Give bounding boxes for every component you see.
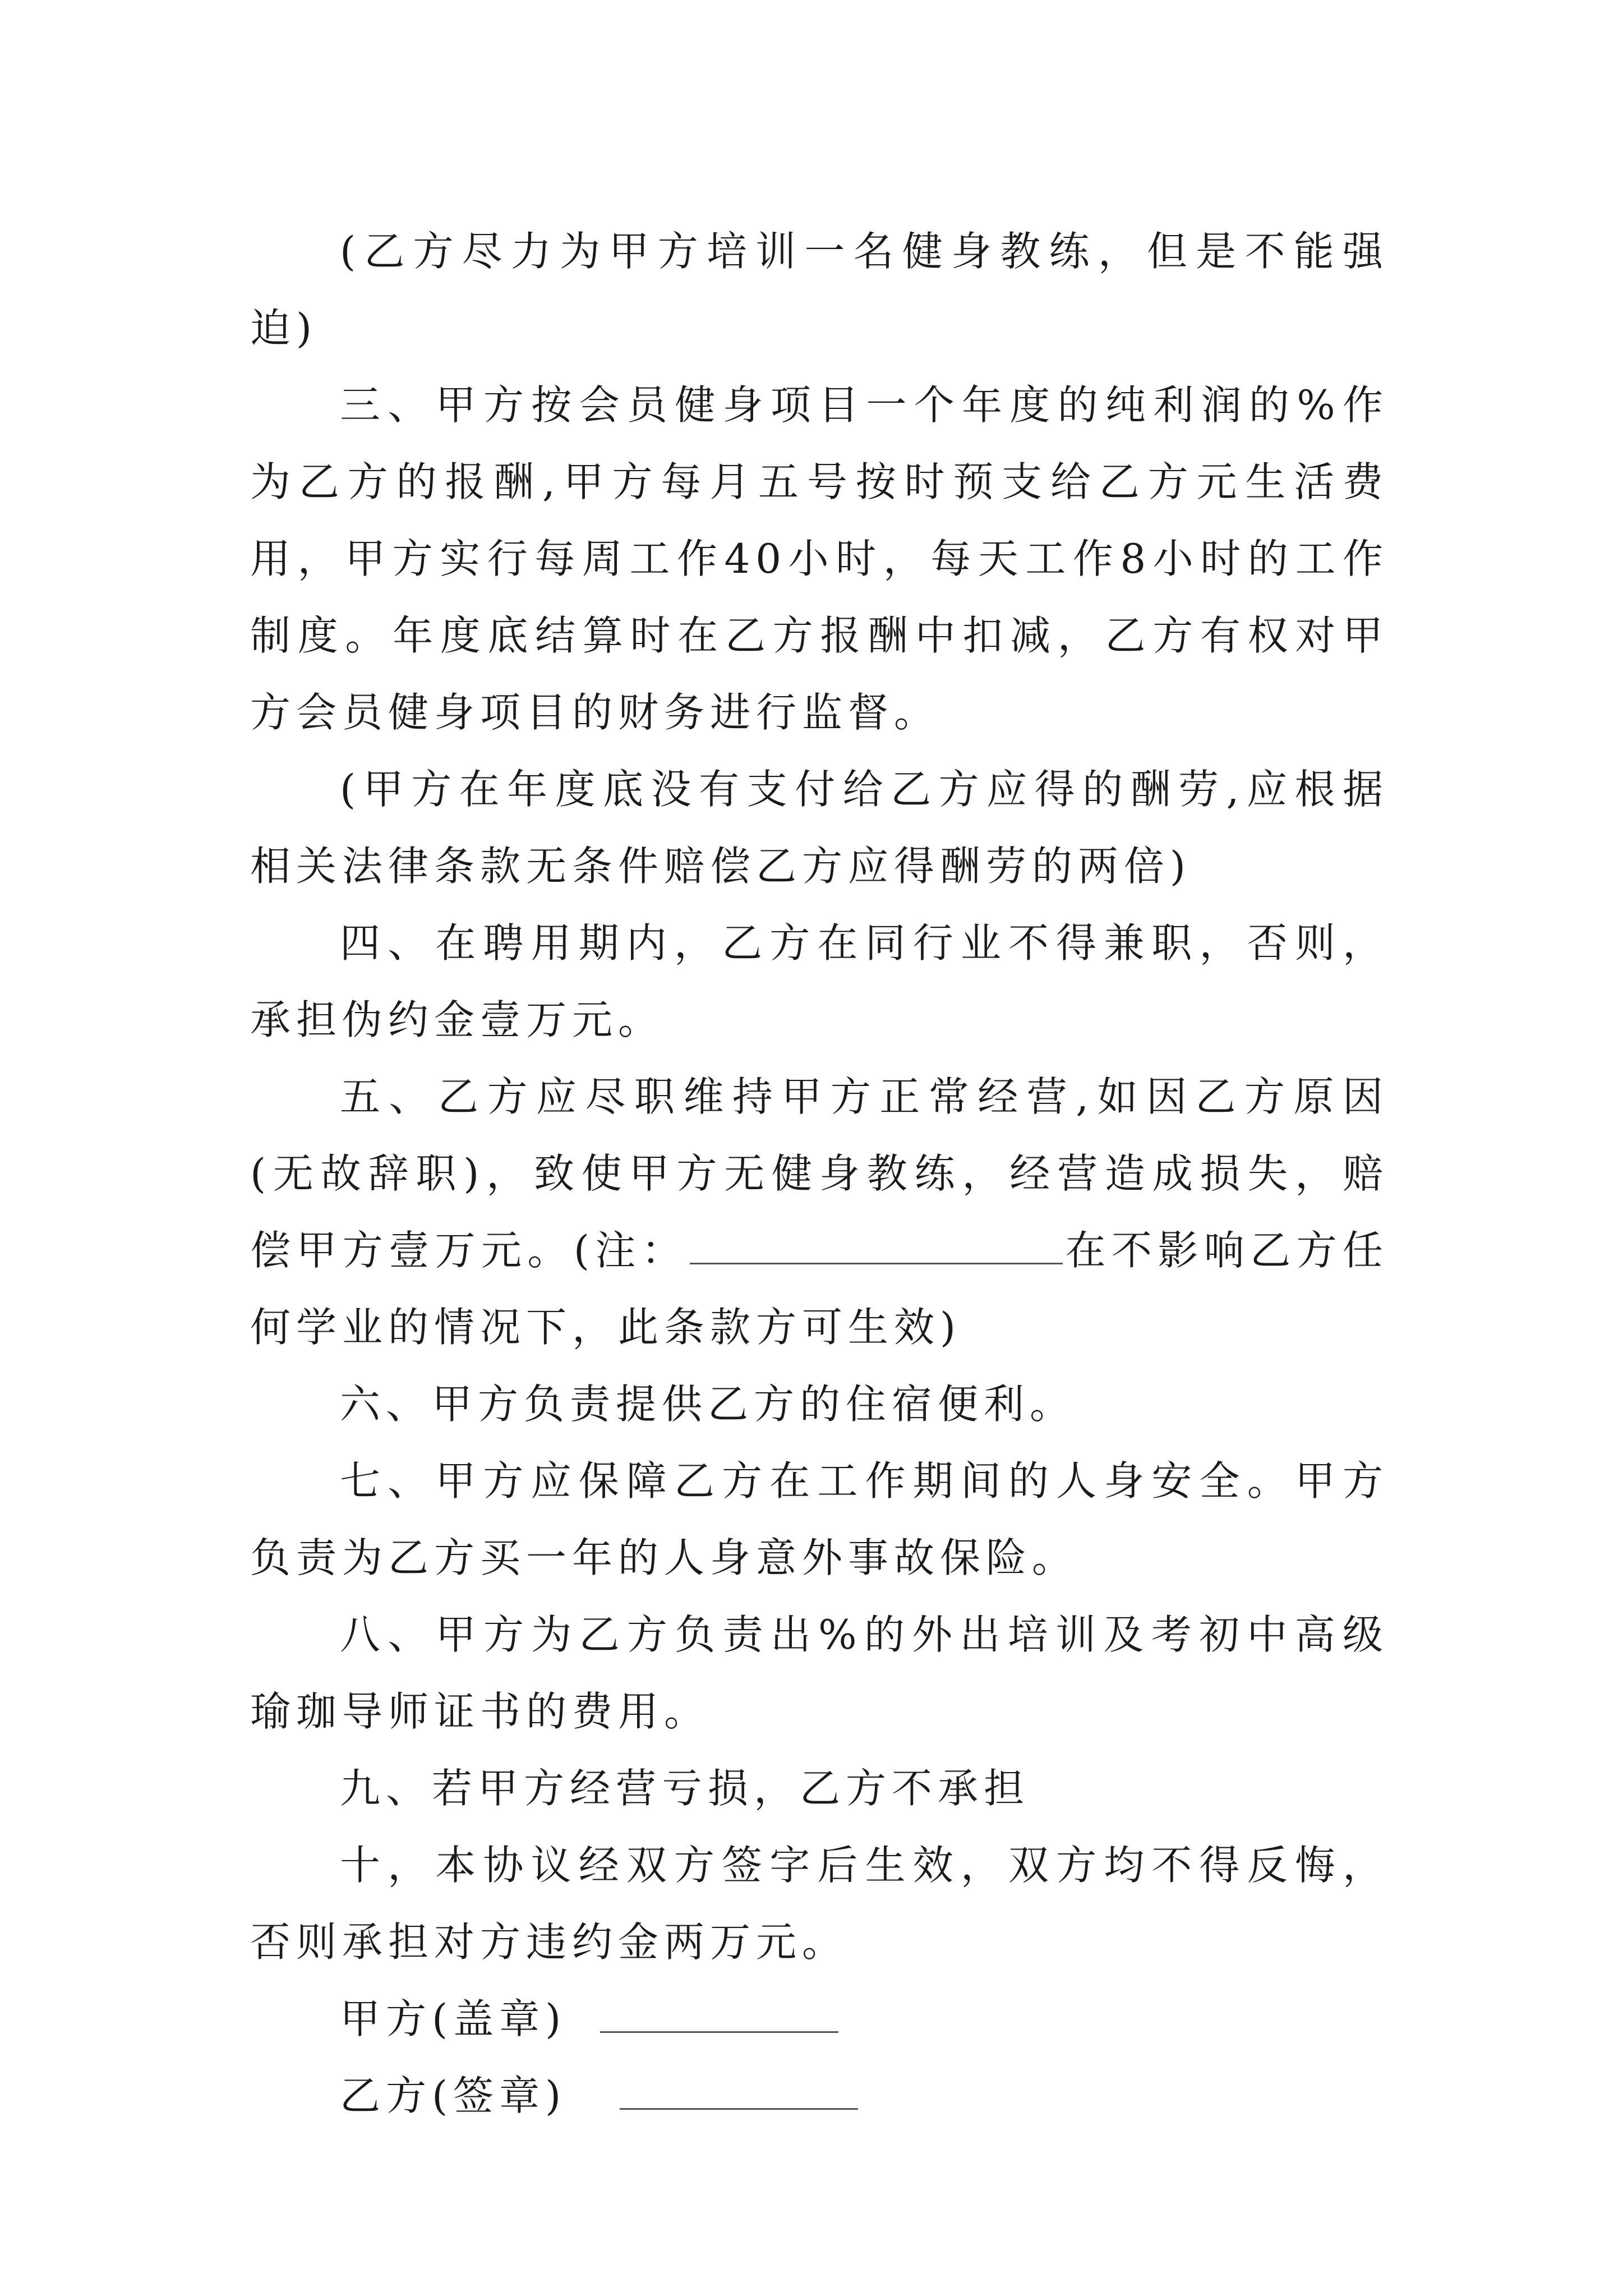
clause-4-paragraph: 四、在聘用期内，乙方在同行业不得兼职，否则，承担伪约金壹万元。 <box>250 919 1389 1043</box>
party-a-label: 甲方(盖章) <box>340 1995 567 2042</box>
party-b-signature-line <box>250 2058 1389 2134</box>
clause-10-paragraph: 十，本协议经双方签字后生效，双方均不得反悔，否则承担对方违约金两万元。 <box>250 1842 1389 1966</box>
clause-5-text: 五、乙方应尽职维持甲方正常经营,如因乙方原因(无故辞职)，致使甲方无健身教练，经营造成损失，赔偿甲方壹万元。(注： <box>250 1073 1389 1274</box>
party-b-label: 乙方(签章) <box>340 2072 567 2119</box>
clause-9-paragraph: 九、若甲方经营亏损，乙方不承担 <box>340 1765 1030 1812</box>
contract-body <box>250 213 1389 2134</box>
clause-7-paragraph: 七、甲方应保障乙方在工作期间的人身安全。甲方负责为乙方买一年的人身意外事故保险。 <box>250 1457 1389 1581</box>
party-b-blank-line <box>620 2074 858 2110</box>
clause-8-paragraph: 八、甲方为乙方负责出%的外出培训及考初中高级瑜珈导师证书的费用。 <box>250 1611 1389 1735</box>
note-blank-line <box>690 1229 1063 1264</box>
clause-3-note-paragraph: (甲方在年度底没有支付给乙方应得的酬劳,应根据相关法律条款无条件赔偿乙方应得酬劳的两倍) <box>250 766 1389 890</box>
clause-6-paragraph: 六、甲方负责提供乙方的住宿便利。 <box>340 1381 1076 1428</box>
clause-3-paragraph: 三、甲方按会员健身项目一个年度的纯利润的%作为乙方的报酬,甲方每月五号按时预支给乙方元生活费用，甲方实行每周工作40小时，每天工作8小时的工作制度。年度底结算时在乙方报酬中扣减，乙方有权对甲方会员健身项目的财务进行监督。 <box>250 381 1389 736</box>
party-a-signature-line <box>250 1981 1389 2058</box>
clause-5-condition-text: 在不影响乙方任何学业的情况下，此条款方可生效) <box>250 1227 1389 1351</box>
clause-5-paragraph <box>250 1059 1389 1366</box>
training-note-paragraph: (乙方尽力为甲方培训一名健身教练，但是不能强迫) <box>250 228 1389 352</box>
party-a-blank-line <box>600 1998 838 2033</box>
